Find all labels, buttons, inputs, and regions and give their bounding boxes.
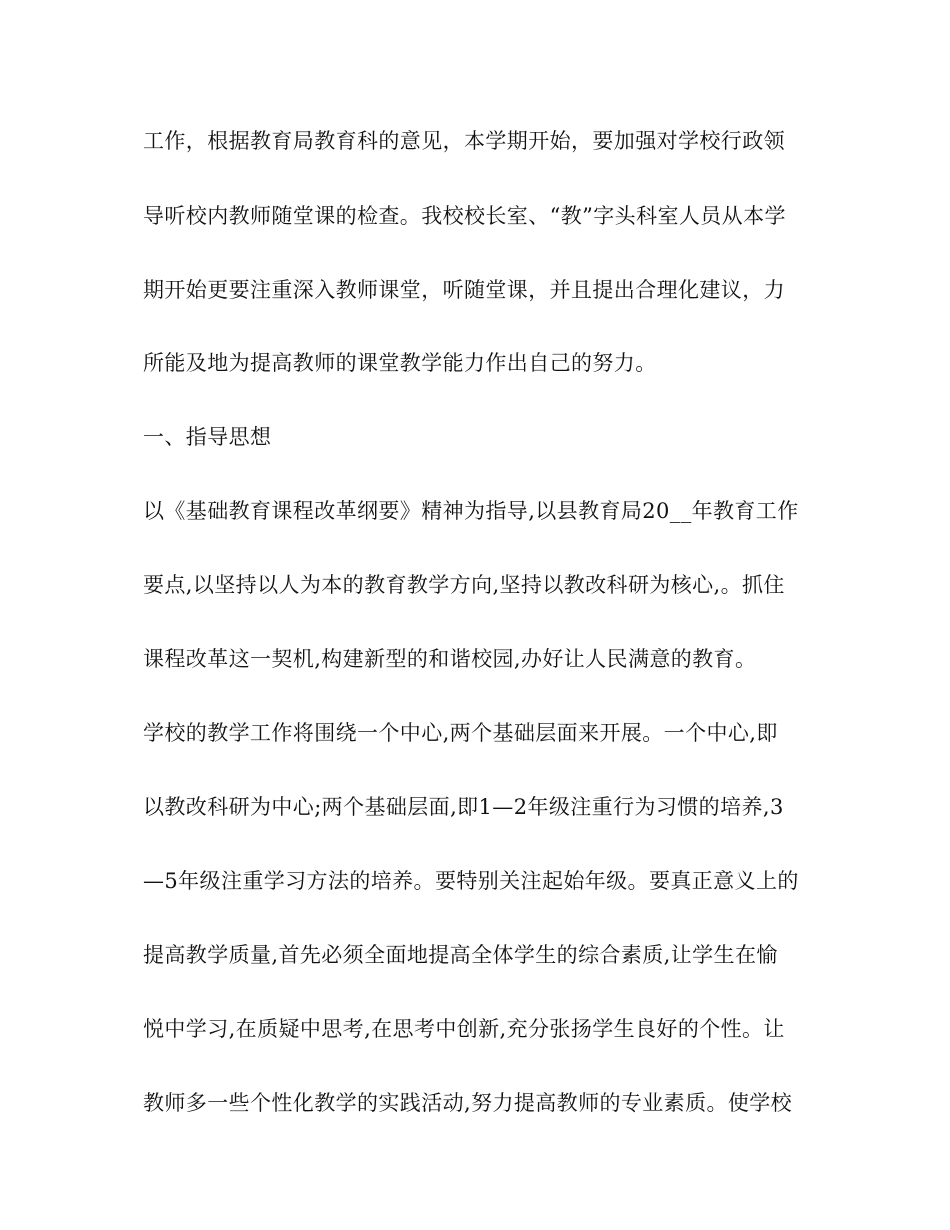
text-line-3: 期开始更要注重深入教师课堂，听随堂课，并且提出合理化建议，力 (143, 278, 785, 302)
text-line-14: 教师多一些个性化教学的实践活动,努力提高教师的专业素质。使学校 (143, 1091, 793, 1115)
text-line-2: 导听校内教师随堂课的检查。我校校长室、“教”字头科室人员从本学 (143, 204, 786, 228)
text-line-12: 提高教学质量,首先必须全面地提高全体学生的综合素质,让学生在愉 (143, 943, 778, 967)
text-line-13: 悦中学习,在质疑中思考,在思考中创新,充分张扬学生良好的个性。让 (143, 1017, 785, 1041)
text-line-10: 以教改科研为中心;两个基础层面,即1—2年级注重行为习惯的培养,3 (143, 795, 784, 819)
text-line-9: 学校的教学工作将围绕一个中心,两个基础层面来开展。一个中心,即 (143, 721, 778, 745)
text-line-1: 工作，根据教育局教育科的意见，本学期开始，要加强对学校行政领 (143, 129, 785, 153)
section-heading: 一、指导思想 (143, 425, 272, 449)
text-line-6: 以《基础教育课程改革纲要》精神为指导,以县教育局20__年教育工作 (143, 499, 799, 523)
text-line-11: —5年级注重学习方法的培养。要特别关注起始年级。要真正意义上的 (143, 869, 799, 893)
text-line-8: 课程改革这一契机,构建新型的和谐校园,办好让人民满意的教育。 (143, 647, 757, 671)
text-line-4: 所能及地为提高教师的课堂教学能力作出自己的努力。 (143, 351, 657, 375)
text-line-7: 要点,以坚持以人为本的教育教学方向,坚持以教改科研为核心,。抓住 (143, 573, 785, 597)
